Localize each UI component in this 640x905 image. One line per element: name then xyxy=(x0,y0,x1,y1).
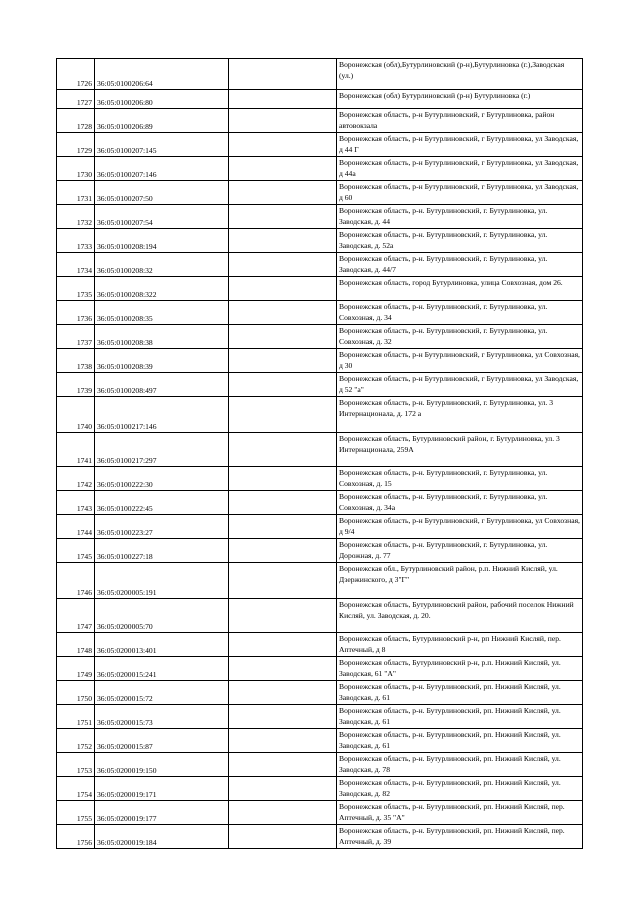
cadastral-number-cell: 36:05:0100208:32 xyxy=(95,253,229,277)
empty-cell xyxy=(229,729,337,753)
row-number-cell: 1748 xyxy=(57,633,95,657)
table-row xyxy=(57,109,583,133)
empty-cell xyxy=(229,277,337,301)
row-number-cell: 1752 xyxy=(57,729,95,753)
cadastral-number-cell: 36:05:0100206:64 xyxy=(95,59,229,90)
address-cell: Воронежская область, р-н Бутурлиновский, г Бутурлиновка, ул Заводская, д 44 Г xyxy=(337,133,583,157)
cadastral-number-cell: 36:05:0100207:50 xyxy=(95,181,229,205)
empty-cell xyxy=(229,433,337,467)
row-number-cell: 1729 xyxy=(57,133,95,157)
table-row xyxy=(57,825,583,849)
empty-cell xyxy=(229,325,337,349)
address-cell: Воронежская область, р-н. Бутурлиновский, рп. Нижний Кисляй, ул. Заводская, д. 61 xyxy=(337,681,583,705)
cadastral-number-cell: 36:05:0200015:87 xyxy=(95,729,229,753)
empty-cell xyxy=(229,681,337,705)
cadastral-number-cell: 36:05:0200019:184 xyxy=(95,825,229,849)
address-cell: Воронежская область, р-н Бутурлиновский, г Бутурлиновка, ул Заводская, д 44а xyxy=(337,157,583,181)
address-cell: Воронежская область, р-н. Бутурлиновский, г. Бутурлиновка, ул. Заводская, д. 44 xyxy=(337,205,583,229)
row-number-cell: 1739 xyxy=(57,373,95,397)
address-cell: Воронежская область, город Бутурлиновка, улица Совхозная, дом 26. xyxy=(337,277,583,301)
row-number-cell: 1727 xyxy=(57,90,95,109)
row-number-cell: 1741 xyxy=(57,433,95,467)
empty-cell xyxy=(229,633,337,657)
table-row xyxy=(57,515,583,539)
table-row xyxy=(57,633,583,657)
table-row xyxy=(57,657,583,681)
address-cell: Воронежская область, Бутурлиновский р-н, рп Нижний Кисляй, пер. Аптечный, д 8 xyxy=(337,633,583,657)
address-cell: Воронежская область, р-н. Бутурлиновский, г. Бутурлиновка, ул. Дорожная, д. 77 xyxy=(337,539,583,563)
table-row xyxy=(57,373,583,397)
row-number-cell: 1751 xyxy=(57,705,95,729)
address-cell: Воронежская обл., Бутурлиновский район, р.п. Нижний Кисляй, ул. Дзержинского, д 3"Г" xyxy=(337,563,583,599)
row-number-cell: 1732 xyxy=(57,205,95,229)
cadastral-number-cell: 36:05:0100208:497 xyxy=(95,373,229,397)
empty-cell xyxy=(229,109,337,133)
row-number-cell: 1735 xyxy=(57,277,95,301)
table-row xyxy=(57,90,583,109)
row-number-cell: 1753 xyxy=(57,753,95,777)
row-number-cell: 1740 xyxy=(57,397,95,433)
table-row xyxy=(57,539,583,563)
empty-cell xyxy=(229,59,337,90)
row-number-cell: 1746 xyxy=(57,563,95,599)
cadastral-number-cell: 36:05:0200013:401 xyxy=(95,633,229,657)
table-row xyxy=(57,681,583,705)
address-cell: Воронежская область, р-н. Бутурлиновский, рп. Нижний Кисляй, ул. Заводская, д. 82 xyxy=(337,777,583,801)
table-row xyxy=(57,491,583,515)
row-number-cell: 1747 xyxy=(57,599,95,633)
empty-cell xyxy=(229,825,337,849)
row-number-cell: 1745 xyxy=(57,539,95,563)
row-number-cell: 1754 xyxy=(57,777,95,801)
address-cell: Воронежская область, р-н. Бутурлиновский, рп. Нижний Кисляй, пер. Аптечный, д. 39 xyxy=(337,825,583,849)
table-row xyxy=(57,253,583,277)
address-cell: Воронежская область, Бутурлиновский р-н, р.п. Нижний Кисляй, ул. Заводская, 61 "А" xyxy=(337,657,583,681)
table-row xyxy=(57,205,583,229)
table-row xyxy=(57,705,583,729)
empty-cell xyxy=(229,229,337,253)
empty-cell xyxy=(229,657,337,681)
row-number-cell: 1738 xyxy=(57,349,95,373)
row-number-cell: 1728 xyxy=(57,109,95,133)
row-number-cell: 1726 xyxy=(57,59,95,90)
address-cell: Воронежская (обл),Бутурлиновский (р-н),Бутурлиновка (г.),Заводская (ул.) xyxy=(337,59,583,90)
empty-cell xyxy=(229,349,337,373)
cadastral-number-cell: 36:05:0100223:27 xyxy=(95,515,229,539)
table-row xyxy=(57,753,583,777)
address-cell: Воронежская область, р-н. Бутурлиновский, г. Бутурлиновка, ул. 3 Интернационала, д. 172 а xyxy=(337,397,583,433)
empty-cell xyxy=(229,705,337,729)
row-number-cell: 1744 xyxy=(57,515,95,539)
empty-cell xyxy=(229,133,337,157)
cadastral-number-cell: 36:05:0100208:39 xyxy=(95,349,229,373)
row-number-cell: 1749 xyxy=(57,657,95,681)
table-row xyxy=(57,777,583,801)
table-row xyxy=(57,277,583,301)
empty-cell xyxy=(229,777,337,801)
empty-cell xyxy=(229,563,337,599)
address-cell: Воронежская область, р-н Бутурлиновский, г Бутурлиновка, ул Заводская, д 60 xyxy=(337,181,583,205)
registry-table xyxy=(56,58,583,849)
cadastral-number-cell: 36:05:0100207:146 xyxy=(95,157,229,181)
row-number-cell: 1742 xyxy=(57,467,95,491)
cadastral-number-cell: 36:05:0200015:241 xyxy=(95,657,229,681)
address-cell: Воронежская область, р-н Бутурлиновский, г Бутурлиновка, ул Совхозная, д 9/4 xyxy=(337,515,583,539)
cadastral-number-cell: 36:05:0100217:146 xyxy=(95,397,229,433)
empty-cell xyxy=(229,157,337,181)
cadastral-number-cell: 36:05:0100206:80 xyxy=(95,90,229,109)
address-cell: Воронежская область, р-н. Бутурлиновский, рп. Нижний Кисляй, пер. Аптечный, д. 35 "А" xyxy=(337,801,583,825)
empty-cell xyxy=(229,301,337,325)
empty-cell xyxy=(229,599,337,633)
cadastral-number-cell: 36:05:0200019:177 xyxy=(95,801,229,825)
address-cell: Воронежская область, р-н. Бутурлиновский, г. Бутурлиновка, ул. Совхозная, д. 32 xyxy=(337,325,583,349)
address-cell: Воронежская область, Бутурлиновский район, г. Бутурлиновка, ул. 3 Интернационала, 259А xyxy=(337,433,583,467)
address-cell: Воронежская область, Бутурлиновский район, рабочий поселок Нижний Кисляй, ул. Заводская, д. 20. xyxy=(337,599,583,633)
cadastral-number-cell: 36:05:0200019:171 xyxy=(95,777,229,801)
row-number-cell: 1750 xyxy=(57,681,95,705)
cadastral-number-cell: 36:05:0200015:72 xyxy=(95,681,229,705)
address-cell: Воронежская область, р-н Бутурлиновский, г Бутурлиновка, ул Заводская, д 52 "а" xyxy=(337,373,583,397)
address-cell: Воронежская область, р-н. Бутурлиновский, г. Бутурлиновка, ул. Совхозная, д. 34 xyxy=(337,301,583,325)
empty-cell xyxy=(229,753,337,777)
empty-cell xyxy=(229,515,337,539)
table-row xyxy=(57,301,583,325)
row-number-cell: 1733 xyxy=(57,229,95,253)
table-row xyxy=(57,397,583,433)
empty-cell xyxy=(229,397,337,433)
row-number-cell: 1731 xyxy=(57,181,95,205)
table-row xyxy=(57,157,583,181)
empty-cell xyxy=(229,373,337,397)
row-number-cell: 1755 xyxy=(57,801,95,825)
address-cell: Воронежская область, р-н. Бутурлиновский, рп. Нижний Кисляй, ул. Заводская, д. 78 xyxy=(337,753,583,777)
row-number-cell: 1756 xyxy=(57,825,95,849)
empty-cell xyxy=(229,467,337,491)
cadastral-number-cell: 36:05:0100208:38 xyxy=(95,325,229,349)
address-cell: Воронежская область, р-н. Бутурлиновский, рп. Нижний Кисляй, ул. Заводская, д. 61 xyxy=(337,729,583,753)
table-row xyxy=(57,229,583,253)
cadastral-number-cell: 36:05:0100208:35 xyxy=(95,301,229,325)
row-number-cell: 1737 xyxy=(57,325,95,349)
table-row xyxy=(57,133,583,157)
cadastral-number-cell: 36:05:0100206:89 xyxy=(95,109,229,133)
empty-cell xyxy=(229,181,337,205)
empty-cell xyxy=(229,253,337,277)
cadastral-number-cell: 36:05:0200019:150 xyxy=(95,753,229,777)
table-row xyxy=(57,181,583,205)
address-cell: Воронежская область, р-н Бутурлиновский, г Бутурлиновка, ул Совхозная, д 30 xyxy=(337,349,583,373)
registry-table-body xyxy=(57,59,583,849)
empty-cell xyxy=(229,205,337,229)
table-row xyxy=(57,349,583,373)
address-cell: Воронежская область, р-н Бутурлиновский, г Бутурлиновка, район автовокзала xyxy=(337,109,583,133)
row-number-cell: 1734 xyxy=(57,253,95,277)
cadastral-number-cell: 36:05:0200005:70 xyxy=(95,599,229,633)
address-cell: Воронежская область, р-н. Бутурлиновский, г. Бутурлиновка, ул. Заводская, д. 44/7 xyxy=(337,253,583,277)
address-cell: Воронежская (обл) Бутурлиновский (р-н) Бутурлиновка (г.) xyxy=(337,90,583,109)
cadastral-number-cell: 36:05:0200005:191 xyxy=(95,563,229,599)
cadastral-number-cell: 36:05:0100222:30 xyxy=(95,467,229,491)
cadastral-number-cell: 36:05:0100208:194 xyxy=(95,229,229,253)
address-cell: Воронежская область, р-н. Бутурлиновский, г. Бутурлиновка, ул. Совхозная, д. 15 xyxy=(337,467,583,491)
table-row xyxy=(57,59,583,90)
table-row xyxy=(57,801,583,825)
cadastral-number-cell: 36:05:0100227:18 xyxy=(95,539,229,563)
row-number-cell: 1743 xyxy=(57,491,95,515)
table-row xyxy=(57,467,583,491)
table-row xyxy=(57,729,583,753)
cadastral-number-cell: 36:05:0100222:45 xyxy=(95,491,229,515)
row-number-cell: 1736 xyxy=(57,301,95,325)
empty-cell xyxy=(229,90,337,109)
address-cell: Воронежская область, р-н. Бутурлиновский, рп. Нижний Кисляй, ул. Заводская, д. 61 xyxy=(337,705,583,729)
address-cell: Воронежская область, р-н. Бутурлиновский, г. Бутурлиновка, ул. Совхозная, д. 34а xyxy=(337,491,583,515)
empty-cell xyxy=(229,491,337,515)
table-row xyxy=(57,599,583,633)
table-row xyxy=(57,325,583,349)
table-row xyxy=(57,433,583,467)
empty-cell xyxy=(229,801,337,825)
cadastral-number-cell: 36:05:0100207:145 xyxy=(95,133,229,157)
table-row xyxy=(57,563,583,599)
row-number-cell: 1730 xyxy=(57,157,95,181)
cadastral-number-cell: 36:05:0100208:322 xyxy=(95,277,229,301)
cadastral-number-cell: 36:05:0200015:73 xyxy=(95,705,229,729)
cadastral-number-cell: 36:05:0100207:54 xyxy=(95,205,229,229)
cadastral-number-cell: 36:05:0100217:297 xyxy=(95,433,229,467)
empty-cell xyxy=(229,539,337,563)
address-cell: Воронежская область, р-н. Бутурлиновский, г. Бутурлиновка, ул. Заводская, д. 52а xyxy=(337,229,583,253)
